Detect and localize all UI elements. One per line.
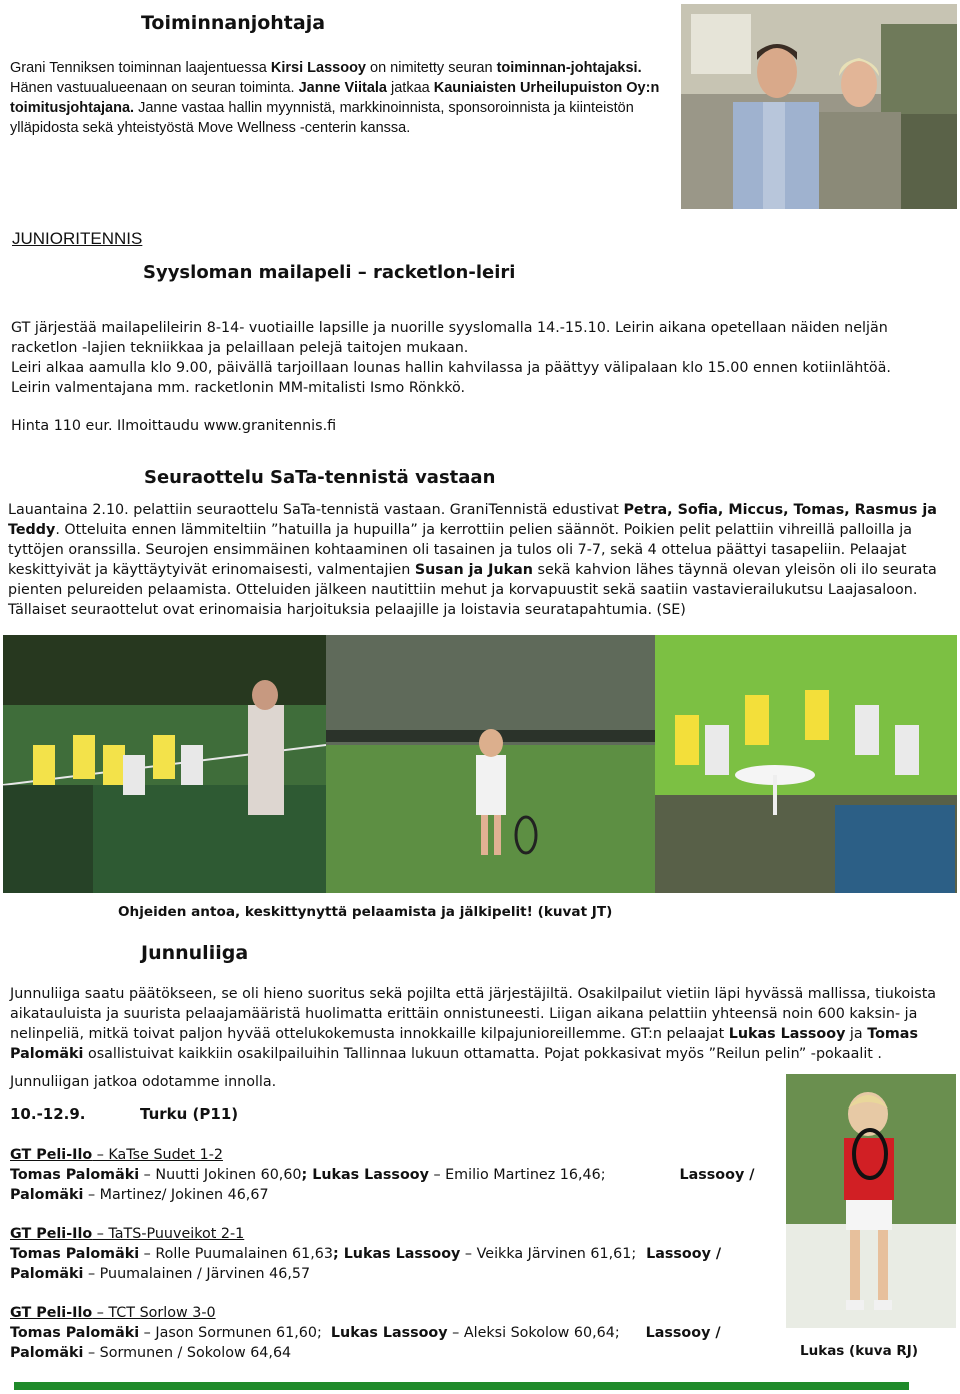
camp-description: GT järjestää mailapelileirin 8-14- vuotiaille lapsille ja nuorille syyslomalla 14.-15.10. Leirin aikana opetellaan näiden neljän racketlon -lajien tekniikkaa ja pelaillaan pelejä taitojen mukaan. Leiri alkaa aamulla klo 9.00, päivällä tarjoillaan lounas hallin kahvilassa ja päättyy välipalaan klo 15.00 ennen kotiinlähtöä. Leirin valmentajana mm. racketlonin MM-mitalisti Ismo Rönkkö.	[11, 320, 891, 396]
section-title-toiminnanjohtaja: Toiminnanjohtaja	[141, 12, 326, 34]
junnuliiga-heading: Junnuliiga	[141, 942, 249, 964]
afterparty-photo	[655, 635, 957, 893]
match-block-1: GT Peli-Ilo – KaTse Sudet 1-2 Tomas Palomäki – Nuutti Jokinen 60,60; Lukas Lassooy – Emilio Martinez 16,46; Lassooy / Palomäki – Martinez/ Jokinen 46,67	[10, 1147, 755, 1203]
intro-paragraph: Grani Tenniksen toiminnan laajentuessa Kirsi Lassooy on nimitetty seuran toiminnan-johtajaksi. Hänen vastuualueenaan on seuran toiminta. Janne Viitala jatkaa Kauniaisten Urheilupuiston Oy:n toimitusjohtajana. Janne vastaa hallin myynnistä, markkinoinnista, sponsoroinnista ja kiinteistön ylläpidosta sekä yhteistyöstä Move Wellness -centerin kanssa.	[10, 60, 660, 136]
junnuliiga-next: Junnuliigan jatkoa odotamme innolla.	[10, 1074, 277, 1090]
footer-divider	[14, 1382, 909, 1390]
coaching-photo	[3, 635, 326, 893]
match-block-2: GT Peli-Ilo – TaTS-Puuveikot 2-1 Tomas Palomäki – Rolle Puumalainen 61,63; Lukas Lassooy – Veikka Järvinen 61,61; Lassooy / Palomäki – Puumalainen / Järvinen 46,57	[10, 1226, 722, 1282]
camp-price: Hinta 110 eur. Ilmoittaudu www.granitennis.fi	[11, 418, 337, 434]
staff-photo	[681, 4, 957, 209]
tournament-line: 10.-12.9. Turku (P11)	[10, 1105, 239, 1123]
playing-photo	[326, 635, 655, 893]
junnuliiga-paragraph: Junnuliiga saatu päätökseen, se oli hieno suoritus sekä pojilta että järjestäjiltä. Osakilpailut vietiin läpi hyvässä mallissa, tiukoista aikatauluista ja suurista pelaajamääristä huolimatta erittäin onnistuneesti. Liigan aikana pelattiin yhteensä noin 600 kaksin- ja nelinpeliä, mitkä toivat paljon hyvää ottelukokemusta innokkaille kilpajunioreillemme. GT:n pelaajat Lukas Lassooy ja Tomas Palomäki osallistuivat kaikkiin osakilpailuihin Tallinnaa lukuun ottamatta. Pojat pokkasivat myös ”Reilun pelin” -pokaalit .	[10, 986, 937, 1062]
club-match-heading: Seuraottelu SaTa-tennistä vastaan	[144, 467, 496, 488]
racketlon-camp-heading: Syysloman mailapeli – racketlon-leiri	[143, 262, 516, 283]
juniortennis-heading: JUNIORITENNIS	[12, 229, 143, 248]
photos-caption: Ohjeiden antoa, keskittynyttä pelaamista ja jälkipelit! (kuvat JT)	[118, 904, 613, 920]
club-match-paragraph: Lauantaina 2.10. pelattiin seuraottelu SaTa-tennistä vastaan. GraniTennistä edustivat Petra, Sofia, Miccus, Tomas, Rasmus ja Teddy. Otteluita ennen lämmiteltiin ”hatuilla ja hupuilla” ja kerrottiin pelien säännöt. Poikien pelit pelattiin vihreillä palloilla ja tyttöjen oranssilla. Seurojen ensimmäinen kohtaaminen oli tasainen ja tulos oli 7-7, sekä 4 ottelua päättyi tasapeliin. Pelaajat keskittyivät ja käyttäytyivät erinomaisesti, valmentajien Susan ja Jukan sekä kahvion lähes täynnä olevan yleisön oli ilo seurata pienten pelureiden pelaamista. Otteluiden jälkeen nautittiin mehut ja korvapuustit sekä saatiin vastavierailukutsu Laajasaloon. Tällaiset seuraottelut ovat erinomaisia harjoituksia pelaajille ja loistavia seuratapahtumia. (SE)	[8, 502, 937, 618]
lukas-photo-caption: Lukas (kuva RJ)	[800, 1343, 918, 1359]
lukas-photo	[786, 1074, 956, 1328]
match-block-3: GT Peli-Ilo – TCT Sorlow 3-0 Tomas Palomäki – Jason Sormunen 61,60; Lukas Lassooy – Aleksi Sokolow 60,64; Lassooy / Palomäki – Sormunen / Sokolow 64,64	[10, 1305, 721, 1361]
